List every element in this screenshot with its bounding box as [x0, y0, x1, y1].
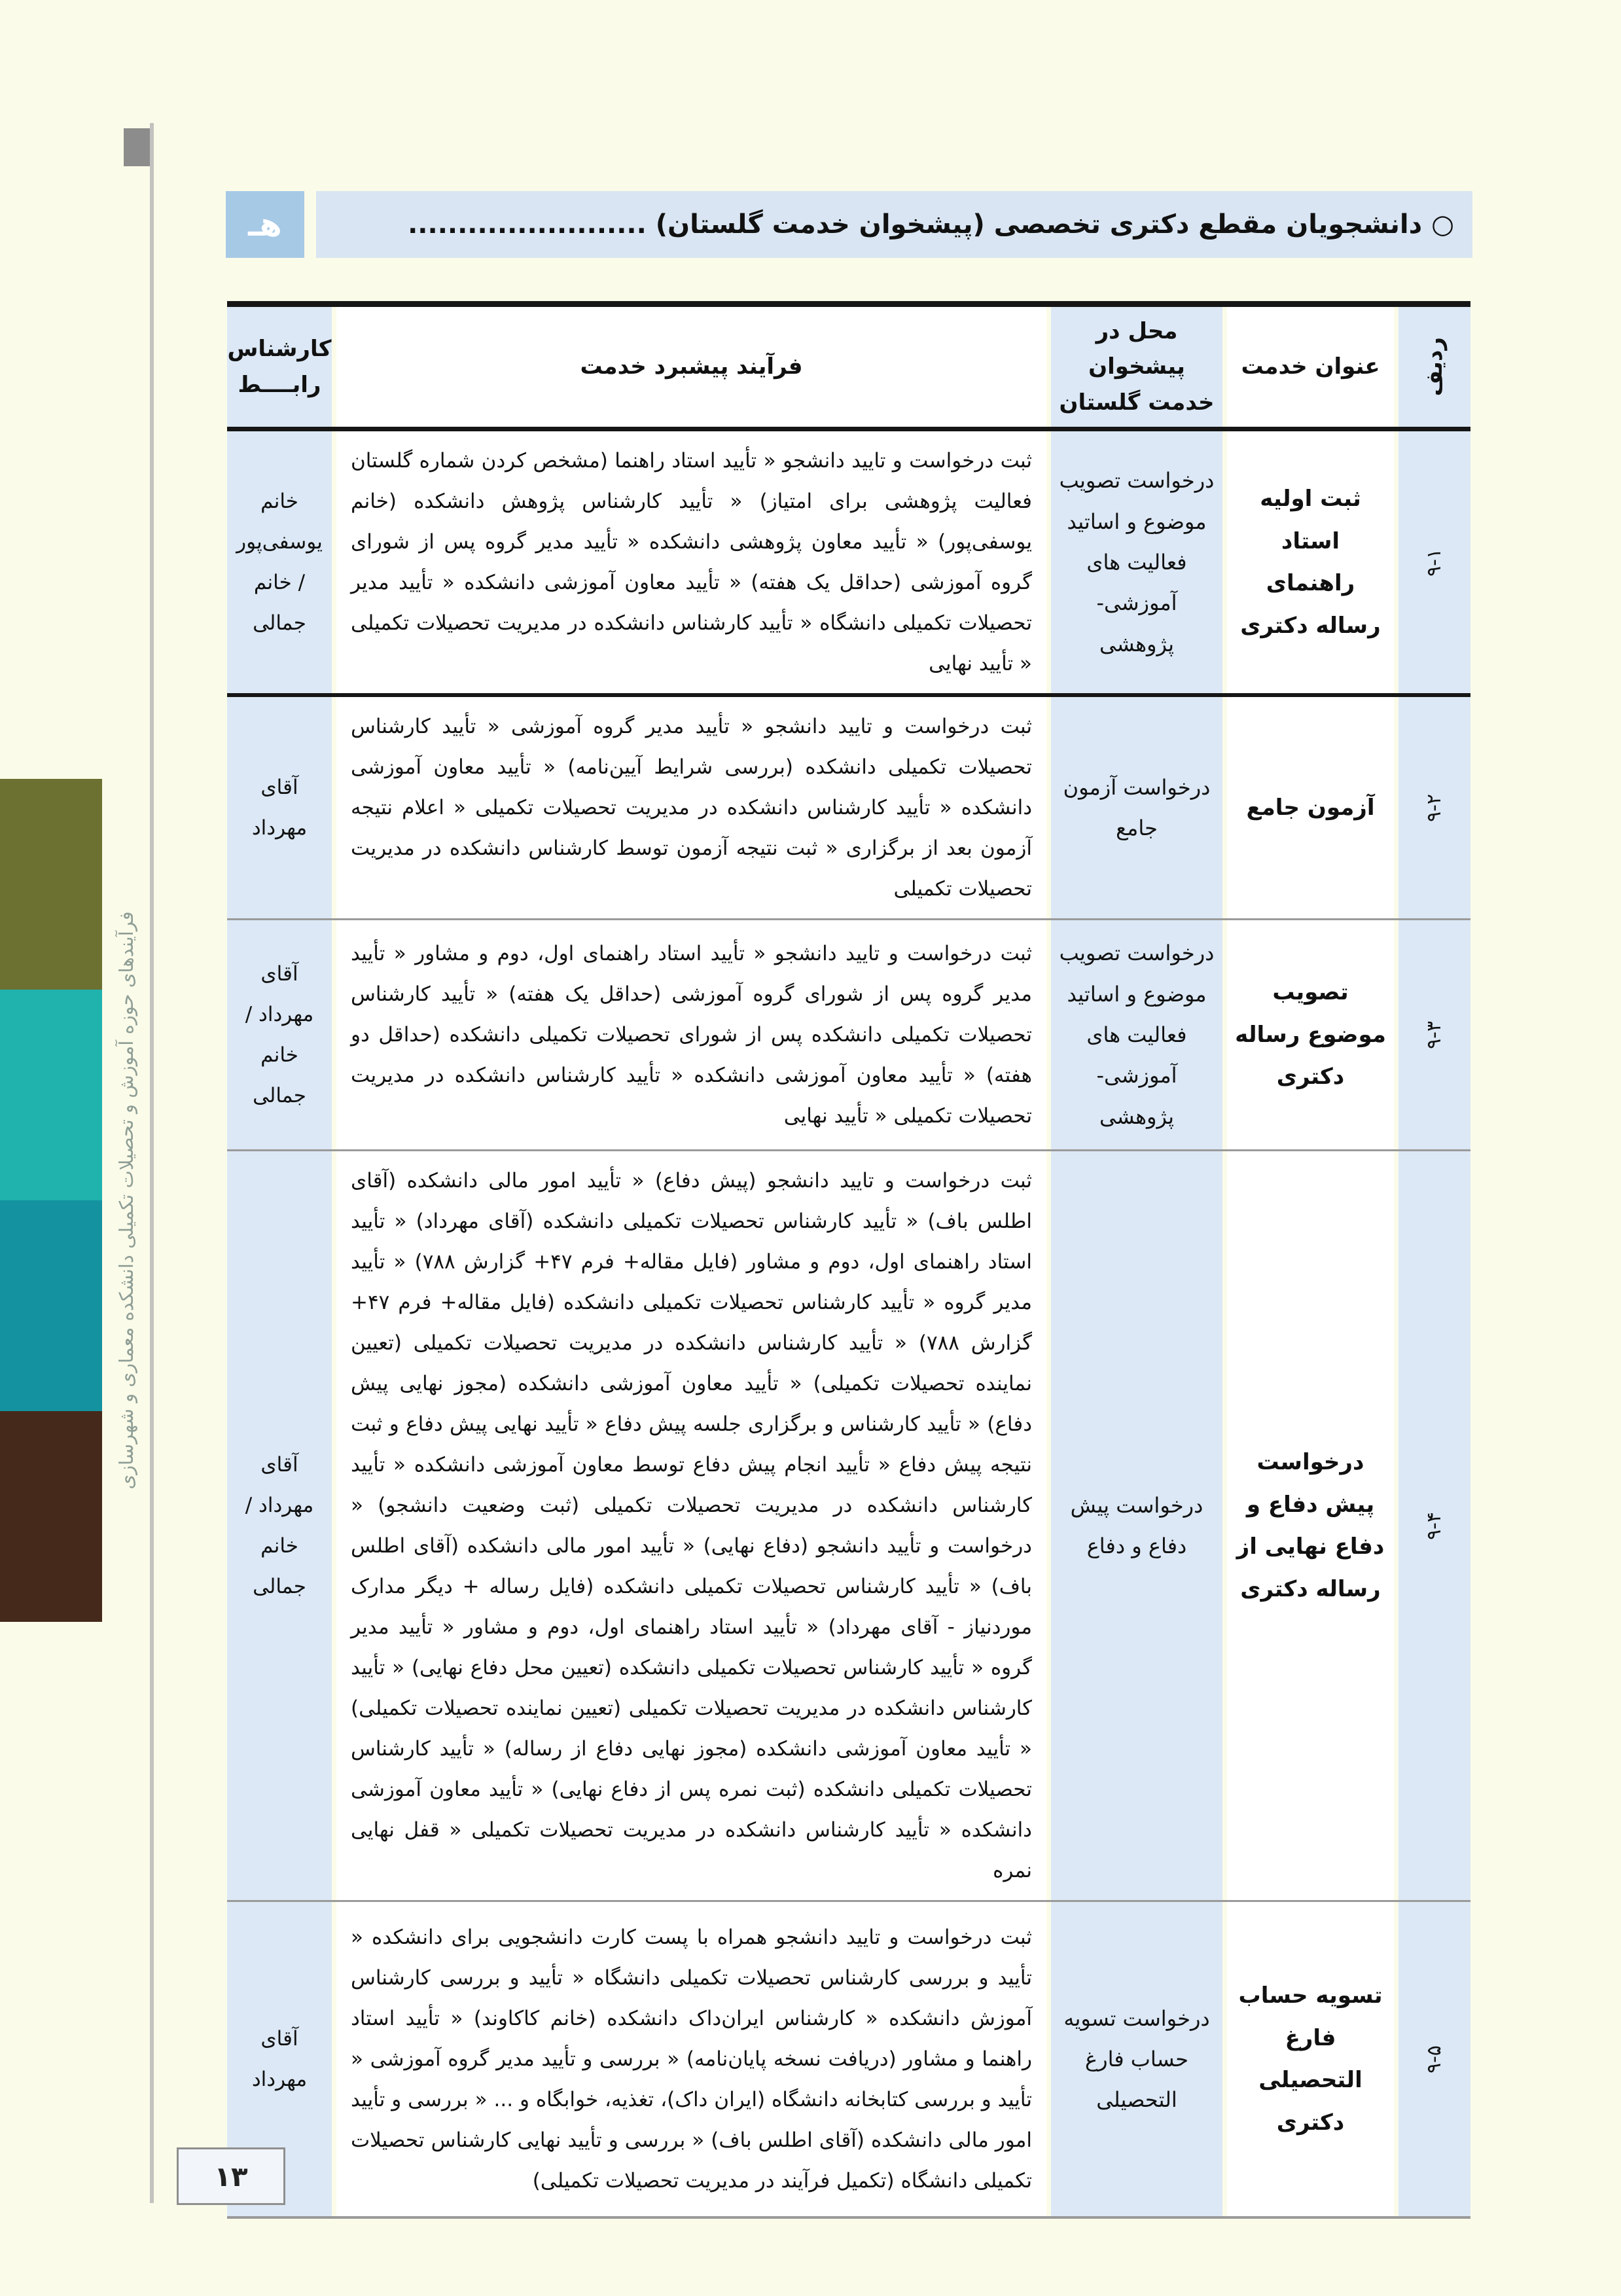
header-location: محل در پیشخوان خدمت گلستان [1051, 307, 1222, 427]
section-letter: هـ [248, 206, 282, 243]
location-cell: درخواست پیش دفاع و دفاع [1051, 1151, 1222, 1900]
location-cell: درخواست تصویب موضوع و اساتید فعالیت های آموزشی- پژوهشی [1051, 920, 1222, 1149]
service-title-cell: تصویب موضوع رساله دکتری [1227, 920, 1394, 1149]
header-row-no [1398, 307, 1470, 427]
row-no: ۹-۳ [1423, 1020, 1446, 1049]
row-no: ۹-۴ [1423, 1511, 1446, 1540]
table-row [227, 697, 1470, 920]
table-row [227, 920, 1470, 1151]
margin-divider-line [150, 123, 154, 2203]
row-no-cell [1398, 697, 1470, 918]
service-title-cell: تسویه حساب فارغ التحصیلی دکتری [1227, 1902, 1394, 2216]
process-cell [336, 697, 1046, 918]
service-title-cell: درخواست پیش دفاع و دفاع نهایی از رساله دکتری [1227, 1151, 1394, 1900]
section-title: ○ دانشجویان مقطع دکتری تخصصی (پیشخوان خدمت گلستان) ........................ [408, 209, 1454, 240]
table-header-row [227, 307, 1470, 431]
process-cell [336, 431, 1046, 693]
process-text: ثبت درخواست و تایید دانشجو « تأیید استاد راهنمای اول، دوم و مشاور « تأیید مدیر گروه پس از شورای گروه آموزشی (حداقل یک هفته) « تأیید کارشناس تحصیلات تکمیلی دانشکده پس از شورای تحصیلات تکمیلی دانشکده (حداقل دو هفته) « تأیید معاون آموزشی دانشکده « تأیید کارشناس دانشکده در مدیریت تحصیلات تکمیلی « تأیید نهایی [351, 942, 1032, 1128]
section-title-bar [316, 191, 1472, 258]
liaison-cell: خانم یوسفی‌پور / خانم جمالی [227, 431, 332, 693]
page-number-box [177, 2147, 285, 2205]
process-text: ثبت درخواست و تایید دانشجو « تأیید استاد راهنما (مشخص کردن شماره گلستان فعالیت پژوهشی برای امتیاز) « تأیید کارشناس پژوهش دانشکده (خانم یوسفی‌پور) « تأیید معاون پژوهشی دانشکده « تأیید مدیر گروه پس از شورای گروه آموزشی (حداقل یک هفته) « تأیید معاون آموزشی دانشکده « تأیید مدیر تحصیلات تکمیلی دانشگاه « تأیید کارشناس دانشکده در مدیریت تحصیلات تکمیلی « تأیید نهایی [351, 449, 1032, 676]
table-row [227, 1902, 1470, 2219]
sidebar-color-blocks [0, 779, 102, 1622]
header-service-title: عنوان خدمت [1227, 307, 1394, 427]
services-table [227, 301, 1470, 2219]
table-row [227, 431, 1470, 697]
header-liaison: کارشناس رابــــط [227, 307, 332, 427]
row-no: ۹-۵ [1423, 2045, 1446, 2073]
sidebar-block-dark-teal [0, 1200, 102, 1411]
location-cell: درخواست تسویه حساب فارغ التحصیلی [1051, 1902, 1222, 2216]
gray-marker-square [124, 128, 150, 166]
header-process: فرآیند پیشبرد خدمت [336, 307, 1046, 427]
process-cell [336, 920, 1046, 1149]
location-cell: درخواست تصویب موضوع و اساتید فعالیت های آموزشی- پژوهشی [1051, 431, 1222, 693]
sidebar-block-brown [0, 1411, 102, 1622]
page-number: ۱۳ [214, 2160, 248, 2193]
row-no: ۹-۲ [1423, 793, 1446, 822]
row-no-cell [1398, 1151, 1470, 1900]
table-row [227, 1151, 1470, 1902]
process-text: ثبت درخواست و تایید دانشجو « تأیید مدیر گروه آموزشی « تأیید کارشناس تحصیلات تکمیلی دانشکده (بررسی شرایط آیین‌نامه) « تأیید معاون آموزشی دانشکده « تأیید کارشناس دانشکده در مدیریت تحصیلات تکمیلی « اعلام نتیجه آزمون بعد از برگزاری « ثبت نتیجه آزمون توسط کارشناس دانشکده در مدیریت تحصیلات تکمیلی [351, 715, 1032, 901]
row-no-cell [1398, 431, 1470, 693]
section-letter-badge [226, 191, 304, 258]
row-no: ۹-۱ [1423, 548, 1446, 577]
header-row-no-label: ردیف [1421, 337, 1448, 397]
sidebar-block-olive [0, 779, 102, 990]
liaison-cell: آقای مهرداد [227, 697, 332, 918]
liaison-cell: آقای مهرداد / خانم جمالی [227, 1151, 332, 1900]
process-cell [336, 1151, 1046, 1900]
process-text: ثبت درخواست و تایید دانشجو همراه با پست کارت دانشجویی برای دانشکده « تأیید و بررسی کارشناس تحصیلات تکمیلی دانشگاه « تأیید و بررسی کارشناس آموزش دانشکده « کارشناس ایران‌داک دانشکده (خانم کاکاوند) « تأیید استاد راهنما و مشاور (دریافت نسخه پایان‌نامه) « بررسی و تأیید مدیر گروه آموزشی « تأیید و بررسی کتابخانه دانشگاه (ایران داک)، تغذیه، خوابگاه و ... « بررسی و تأیید امور مالی دانشکده (آقای اطلس باف) « بررسی و تأیید نهایی کارشناس تحصیلات تکمیلی دانشگاه (تکمیل فرآیند در مدیریت تحصیلات تکمیلی) [351, 1926, 1032, 2193]
row-no-cell [1398, 1902, 1470, 2216]
sidebar-block-teal [0, 990, 102, 1200]
row-no-cell [1398, 920, 1470, 1149]
liaison-cell: آقای مهرداد / خانم جمالی [227, 920, 332, 1149]
service-title-cell: آزمون جامع [1227, 697, 1394, 918]
process-text: ثبت درخواست و تایید دانشجو (پیش دفاع) « تأیید امور مالی دانشکده (آقای اطلس باف) « تأیید کارشناس تحصیلات تکمیلی دانشکده (آقای مهرداد) « تأیید استاد راهنمای اول، دوم و مشاور (فایل مقاله+ فرم ۴۷+ گزارش ۷۸۸) « تأیید مدیر گروه « تأیید کارشناس تحصیلات تکمیلی دانشکده (فایل مقاله+ فرم ۴۷+ گزارش ۷۸۸) « تأیید کارشناس دانشکده در مدیریت تحصیلات تکمیلی (تعیین نماینده تحصیلات تکمیلی) « تأیید معاون آموزشی دانشکده (مجوز نهایی پیش دفاع) « تأیید کارشناس و برگزاری جلسه پیش دفاع « تأیید نهایی پیش دفاع و ثبت نتیجه پیش دفاع « تأیید انجام پیش دفاع توسط معاون آموزشی دانشکده « تأیید کارشناس دانشکده در مدیریت تحصیلات تکمیلی (ثبت وضعیت دانشجو) « درخواست و تأیید دانشجو (دفاع نهایی) « تأیید امور مالی دانشکده (آقای اطلس باف) « تأیید کارشناس تحصیلات تکمیلی دانشکده (فایل رساله + دیگر مدارک موردنیاز - آقای مهرداد) « تأیید استاد راهنمای اول، دوم و مشاور « تأیید مدیر گروه « تأیید کارشناس تحصیلات تکمیلی دانشکده (تعیین محل دفاع نهایی) « تأیید کارشناس دانشکده در مدیریت تحصیلات تکمیلی (تعیین نماینده تحصیلات تکمیلی) « تأیید معاون آموزشی دانشکده (مجوز نهایی دفاع از رساله) « تأیید کارشناس تحصیلات تکمیلی دانشکده (ثبت نمره پس از دفاع نهایی) « تأیید معاون آموزشی دانشکده « تأیید کارشناس دانشکده در مدیریت تحصیلات تکمیلی « قفل نهایی نمره [351, 1169, 1032, 1883]
liaison-cell: آقای مهرداد [227, 1902, 332, 2216]
service-title-cell: ثبت اولیه استاد راهنمای رساله دکتری [1227, 431, 1394, 693]
location-cell: درخواست آزمون جامع [1051, 697, 1222, 918]
process-cell [336, 1902, 1046, 2216]
sidebar-vertical-caption: فرآیندهای حوزه آموزش و تحصیلات تکمیلی دانشکده معماری و شهرسازی [115, 911, 137, 1490]
